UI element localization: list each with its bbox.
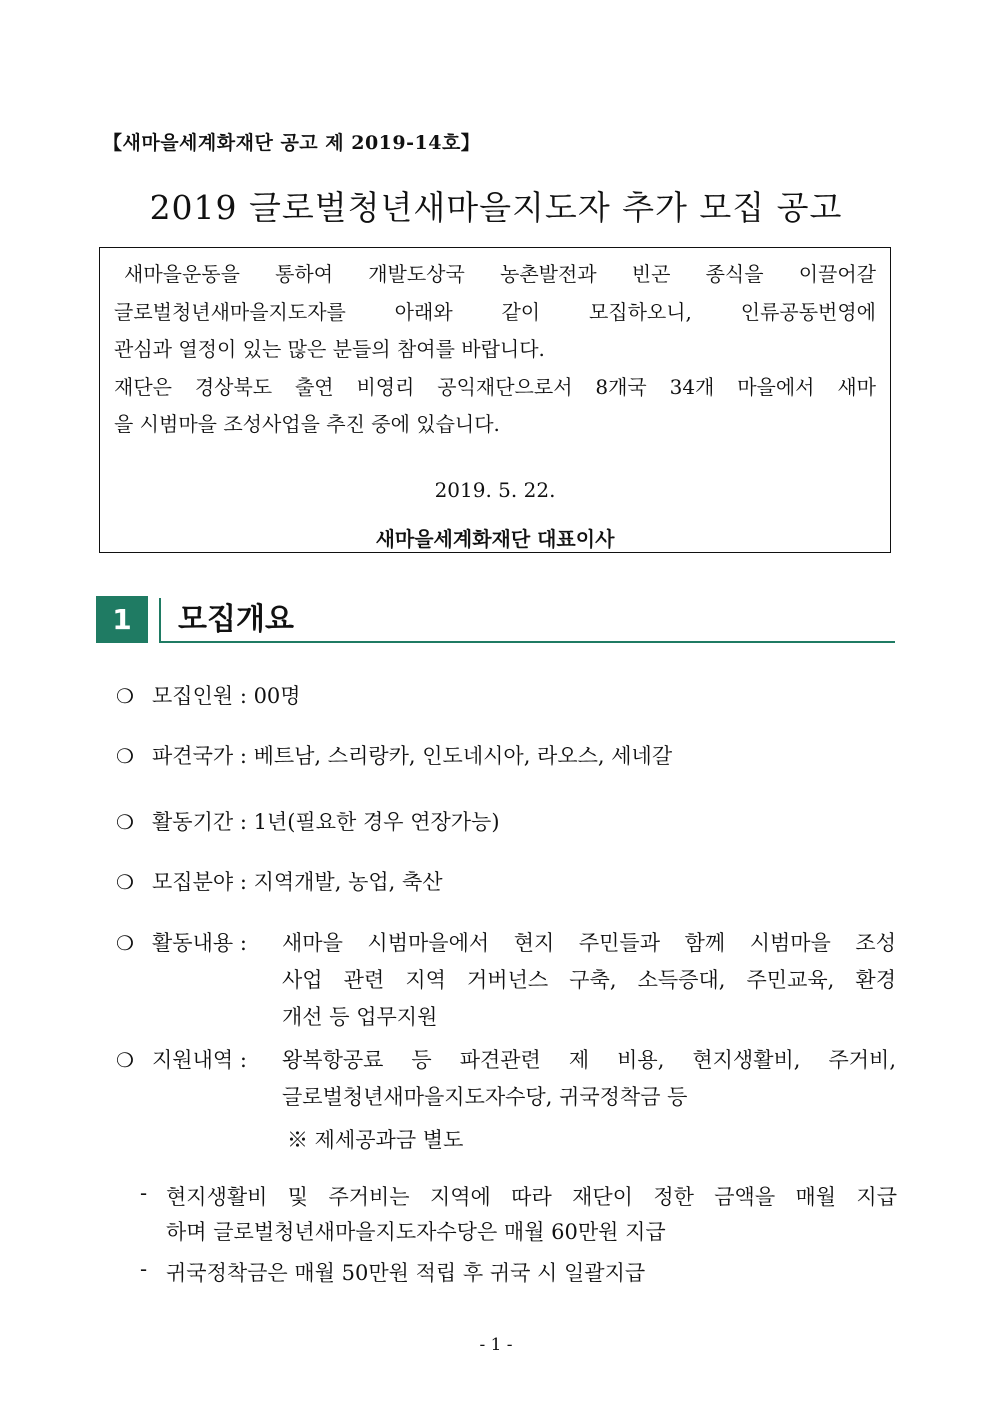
- detail-line: 귀국정착금은 매월 50만원 적립 후 귀국 시 일괄지급: [166, 1261, 646, 1285]
- signer: 새마을세계화재단 대표이사: [375, 527, 615, 551]
- circle-bullet-icon: ❍: [116, 744, 134, 768]
- dash-marker: -: [140, 1181, 148, 1205]
- intro-line: 글로벌청년새마을지도자를 아래와 같이 모집하오니, 인류공동번영에: [114, 299, 876, 324]
- circle-bullet-icon: ❍: [116, 931, 134, 955]
- activity-line: 개선 등 업무지원: [282, 1005, 438, 1029]
- page-title: 2019 글로벌청년새마을지도자 추가 모집 공고: [149, 188, 843, 227]
- intro-box: [99, 247, 891, 553]
- circle-bullet-icon: ❍: [116, 870, 134, 894]
- circle-bullet-icon: ❍: [116, 684, 134, 708]
- activity-line: 새마을 시범마을에서 현지 주민들과 함께 시범마을 조성: [282, 931, 896, 955]
- section-underline: [159, 641, 895, 643]
- item-period: ❍ 활동기간 : 1년(필요한 경우 연장가능): [116, 810, 500, 834]
- circle-bullet-icon: ❍: [116, 1048, 134, 1072]
- support-line: 글로벌청년새마을지도자수당, 귀국정착금 등: [282, 1085, 688, 1109]
- intro-line: 을 시범마을 조성사업을 추진 중에 있습니다.: [114, 412, 500, 436]
- dash-marker: -: [140, 1257, 148, 1281]
- activity-line: 사업 관련 지역 거버넌스 구축, 소득증대, 주민교육, 환경: [282, 968, 896, 992]
- support-note: ※ 제세공과금 별도: [287, 1128, 464, 1152]
- section-title: 모집개요: [178, 602, 294, 637]
- item-fields: ❍ 모집분야 : 지역개발, 농업, 축산: [116, 870, 443, 894]
- intro-line: 관심과 열정이 있는 많은 분들의 참여를 바랍니다.: [114, 337, 545, 361]
- section-divider: [159, 598, 161, 641]
- item-recruit-count: ❍ 모집인원 : 00명: [116, 684, 301, 708]
- detail-line: 현지생활비 및 주거비는 지역에 따라 재단이 정한 금액을 매월 지급: [166, 1185, 897, 1209]
- intro-line: 새마을운동을 통하여 개발도상국 농촌발전과 빈곤 종식을 이끌어갈: [124, 262, 876, 286]
- notice-number: 【새마을세계화재단 공고 제 2019-14호】: [103, 132, 481, 154]
- circle-bullet-icon: ❍: [116, 810, 134, 834]
- section-header: [96, 596, 895, 643]
- item-countries: ❍ 파견국가 : 베트남, 스리랑카, 인도네시아, 라오스, 세네갈: [116, 744, 673, 768]
- intro-line: 재단은 경상북도 출연 비영리 공익재단으로서 8개국 34개 마을에서 새마: [114, 374, 876, 399]
- detail-line: 하며 글로벌청년새마을지도자수당은 매월 60만원 지급: [166, 1220, 666, 1244]
- support-line: 왕복항공료 등 파견관련 제 비용, 현지생활비, 주거비,: [282, 1048, 896, 1072]
- announcement-date: 2019. 5. 22.: [434, 478, 556, 502]
- section-number: 1: [96, 596, 148, 643]
- page-number: - 1 -: [479, 1335, 513, 1355]
